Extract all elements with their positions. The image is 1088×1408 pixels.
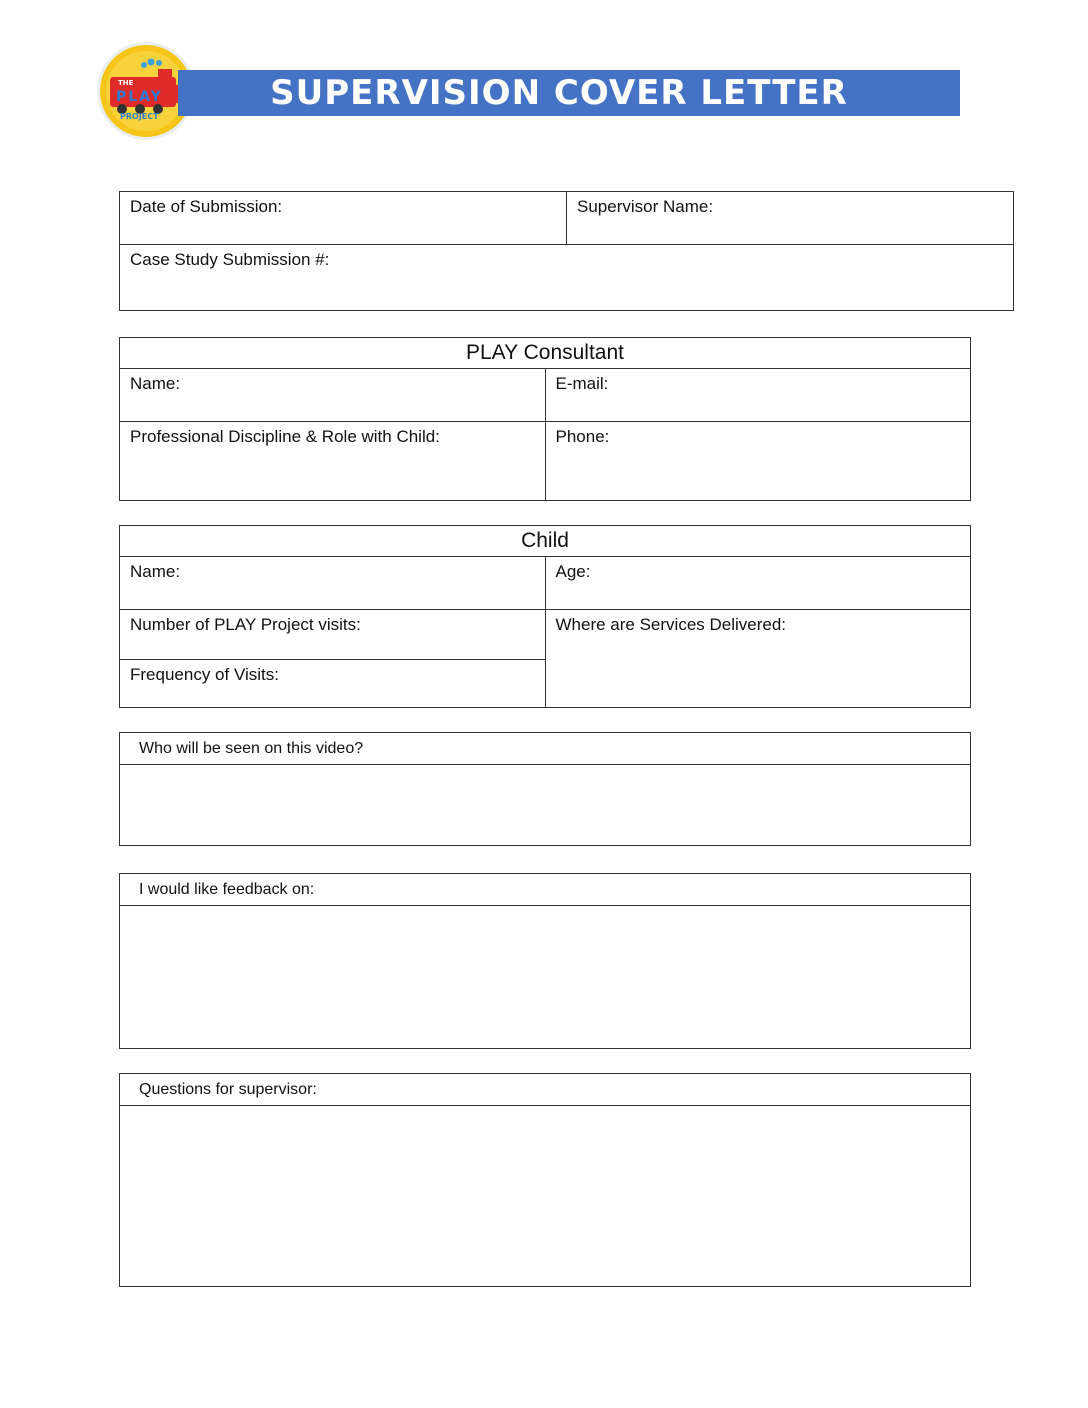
date-of-submission-field[interactable] bbox=[120, 192, 567, 245]
supervisor-name-label: Supervisor Name: bbox=[577, 197, 714, 216]
logo-text-top: THE bbox=[118, 79, 134, 87]
submission-table bbox=[119, 191, 1014, 311]
professional-discipline-label: Professional Discipline & Role with Child: bbox=[130, 427, 440, 446]
child-heading bbox=[120, 526, 971, 557]
professional-discipline-field[interactable] bbox=[120, 422, 546, 501]
feedback-answer-field[interactable] bbox=[120, 906, 971, 1049]
supervisor-name-field[interactable] bbox=[567, 192, 1014, 245]
consultant-email-label: E-mail: bbox=[555, 374, 609, 393]
consultant-phone-field[interactable] bbox=[545, 422, 971, 501]
number-of-visits-label: Number of PLAY Project visits: bbox=[130, 615, 361, 634]
child-age-label: Age: bbox=[555, 562, 591, 581]
consultant-heading bbox=[120, 338, 971, 369]
consultant-phone-label: Phone: bbox=[555, 427, 610, 446]
services-delivered-field[interactable] bbox=[545, 610, 971, 708]
consultant-name-field[interactable] bbox=[120, 369, 546, 422]
feedback-label: I would like feedback on: bbox=[139, 880, 315, 898]
case-study-submission-label: Case Study Submission #: bbox=[130, 250, 330, 269]
feedback-label-cell bbox=[120, 874, 971, 906]
child-heading-text: Child bbox=[521, 529, 569, 552]
number-of-visits-field[interactable] bbox=[120, 610, 546, 660]
logo-text-bottom: PROJECT bbox=[120, 112, 159, 121]
logo-text-main: PLAY bbox=[116, 89, 163, 105]
consultant-name-label: Name: bbox=[130, 374, 181, 393]
date-of-submission-label: Date of Submission: bbox=[130, 197, 283, 216]
consultant-table bbox=[119, 337, 971, 501]
page-title: SUPERVISION COVER LETTER bbox=[270, 73, 848, 113]
video-label: Who will be seen on this video? bbox=[139, 739, 364, 757]
child-table bbox=[119, 525, 971, 708]
questions-label-cell bbox=[120, 1074, 971, 1106]
video-table bbox=[119, 732, 971, 846]
case-study-submission-field[interactable] bbox=[120, 245, 1014, 311]
services-delivered-label: Where are Services Delivered: bbox=[555, 615, 787, 634]
frequency-of-visits-label: Frequency of Visits: bbox=[130, 665, 279, 684]
questions-answer-field[interactable] bbox=[120, 1106, 971, 1287]
frequency-of-visits-field[interactable] bbox=[120, 660, 546, 708]
child-name-label: Name: bbox=[130, 562, 181, 581]
feedback-table bbox=[119, 873, 971, 1049]
consultant-heading-text: PLAY Consultant bbox=[466, 341, 624, 364]
title-bar bbox=[178, 70, 960, 116]
video-answer-field[interactable] bbox=[120, 765, 971, 846]
child-name-field[interactable] bbox=[120, 557, 546, 610]
questions-label: Questions for supervisor: bbox=[139, 1080, 317, 1098]
consultant-email-field[interactable] bbox=[545, 369, 971, 422]
questions-table bbox=[119, 1073, 971, 1287]
video-label-cell bbox=[120, 733, 971, 765]
child-age-field[interactable] bbox=[545, 557, 971, 610]
